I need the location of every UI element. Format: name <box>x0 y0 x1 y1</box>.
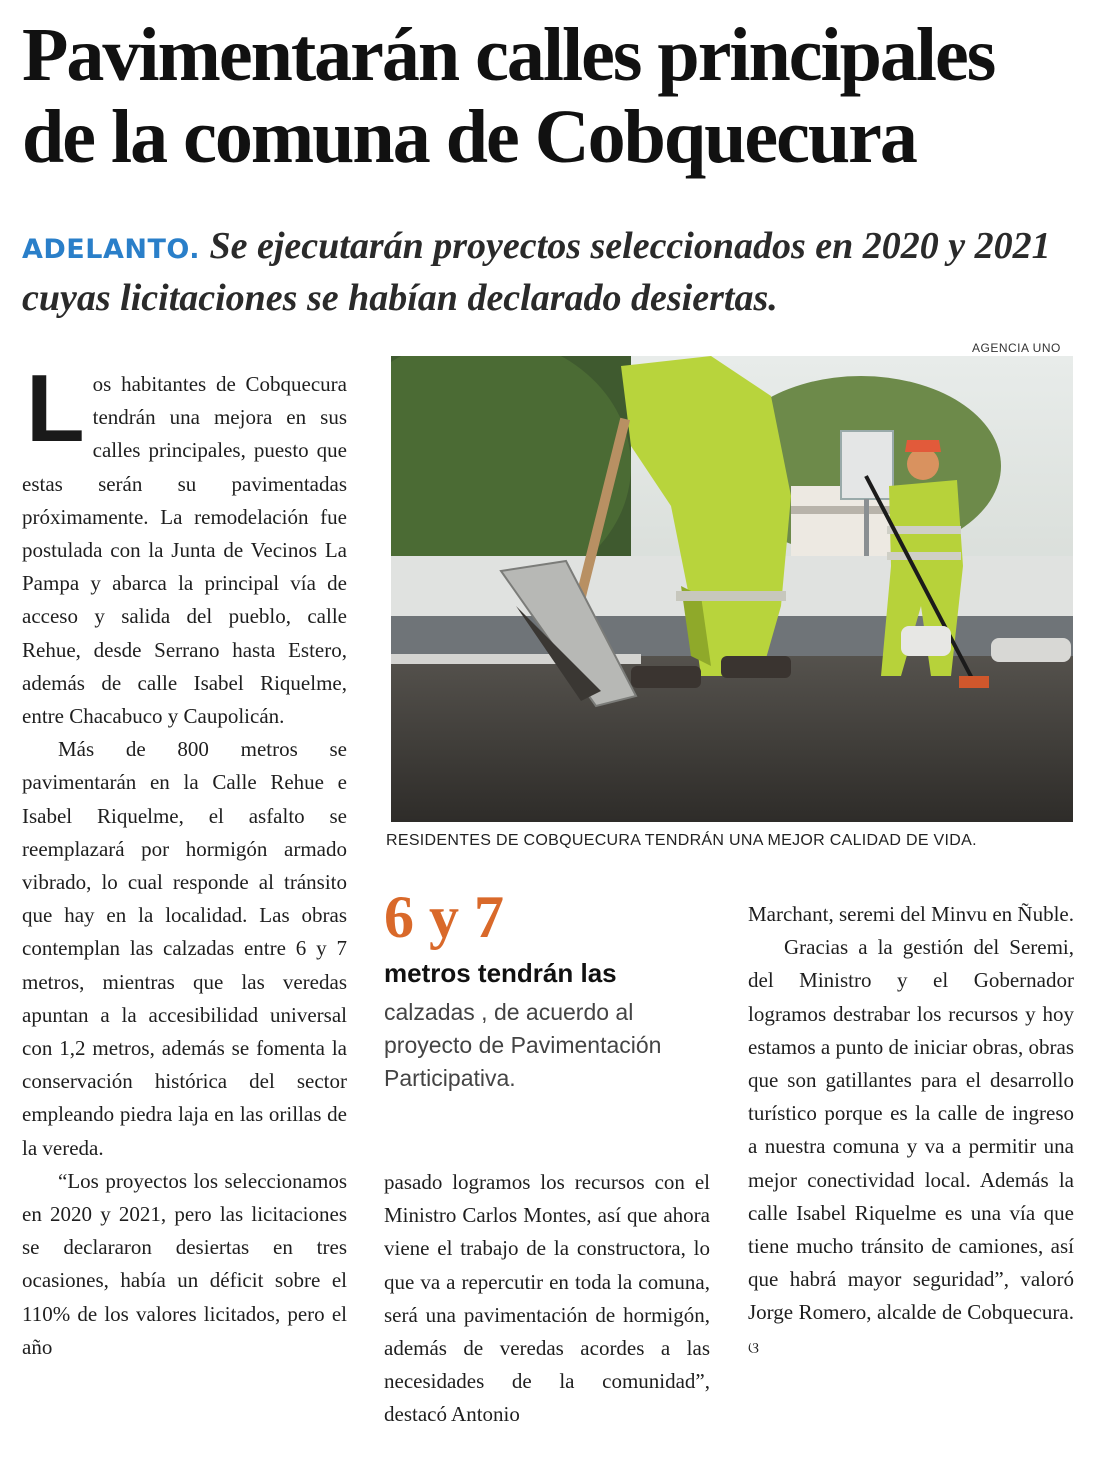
paragraph: Más de 800 metros se pavimentarán en la Calle Rehue e Isabel Riquelme, el asfalto se reemplazará por hormigón armado vibrado, lo cual responde al tránsito que hay en la localidad. Las obras contemplan las calzadas entre 6 y 7 metros, mientras que las veredas apuntan a la accesibilidad universal con 1,2 metros, además se fomenta la conservación histórica del sector empleando piedra laja en las orillas de la vereda. <box>22 737 347 1160</box>
photo-caption: RESIDENTES DE COBQUECURA TENDRÁN UNA MEJOR CALIDAD DE VIDA. <box>386 832 977 849</box>
stat-description: calzadas , de acuerdo al proyecto de Pavimentación Participativa. <box>384 999 662 1091</box>
end-mark-icon: ଓ <box>748 1337 760 1357</box>
lead-paragraph <box>22 222 1082 322</box>
paragraph: os habitantes de Cobquecura tendrán una mejora en sus calles principales, puesto que estas serán su pavimentadas próximamente. La remodelación fue postulada con la Junta de Vecinos La Pampa y abarca la principal vía de acceso y salida del pueblo, calle Rehue, desde Serrano hasta Estero, además de calle Isabel Riquelme, entre Chacabuco y Caupolicán. <box>22 372 347 729</box>
road-workers-illustration <box>391 356 1073 822</box>
stat-heading: metros tendrán las <box>384 958 617 988</box>
paragraph: pasado logramos los recursos con el Ministro Carlos Montes, así que ahora viene el trabajo de la constructora, lo que va a repercutir en toda la comuna, será una pavimentación de hormigón, además de veredas acordes a las necesidades de la comunidad”, destacó Antonio <box>384 1170 710 1427</box>
article-photo <box>391 356 1073 822</box>
paragraph: Marchant, seremi del Minvu en Ñuble. <box>748 902 1074 926</box>
paragraph <box>748 931 1074 1364</box>
headline: Pavimentarán calles principales de la comuna de Cobquecura <box>22 13 995 179</box>
column-1 <box>22 355 347 1364</box>
drop-cap: L <box>26 355 85 462</box>
paragraph-text: Gracias a la gestión del Seremi, del Ministro y el Gobernador logramos destrabar los recursos y hoy estamos a punto de iniciar obras, obras que son gatillantes para el desarrollo turístico porque es la calle de ingreso a nuestra comuna y va a permitir una mejor conectividad local. Además la calle Isabel Riquelme es una vía que tiene mucho tránsito de camiones, así que habrá mayor seguridad”, valoró Jorge Romero, alcalde de Cobquecura. <box>748 935 1074 1325</box>
photo-credit: AGENCIA UNO <box>972 341 1061 355</box>
paragraph: “Los proyectos los seleccionamos en 2020 y 2021, pero las licitaciones se declararon desiertas en tres ocasiones, había un déficit sobre el 110% de los valores licitados, pero el año <box>22 1168 347 1359</box>
lead-text: Se ejecutarán proyectos seleccionados en 2020 y 2021 cuyas licitaciones se habían declarado desiertas. <box>22 225 1051 319</box>
column-2 <box>384 1166 710 1432</box>
column-3 <box>748 898 1074 1364</box>
lead-kicker: ADELANTO. <box>22 234 200 265</box>
stat-number: 6 y 7 <box>384 884 504 950</box>
